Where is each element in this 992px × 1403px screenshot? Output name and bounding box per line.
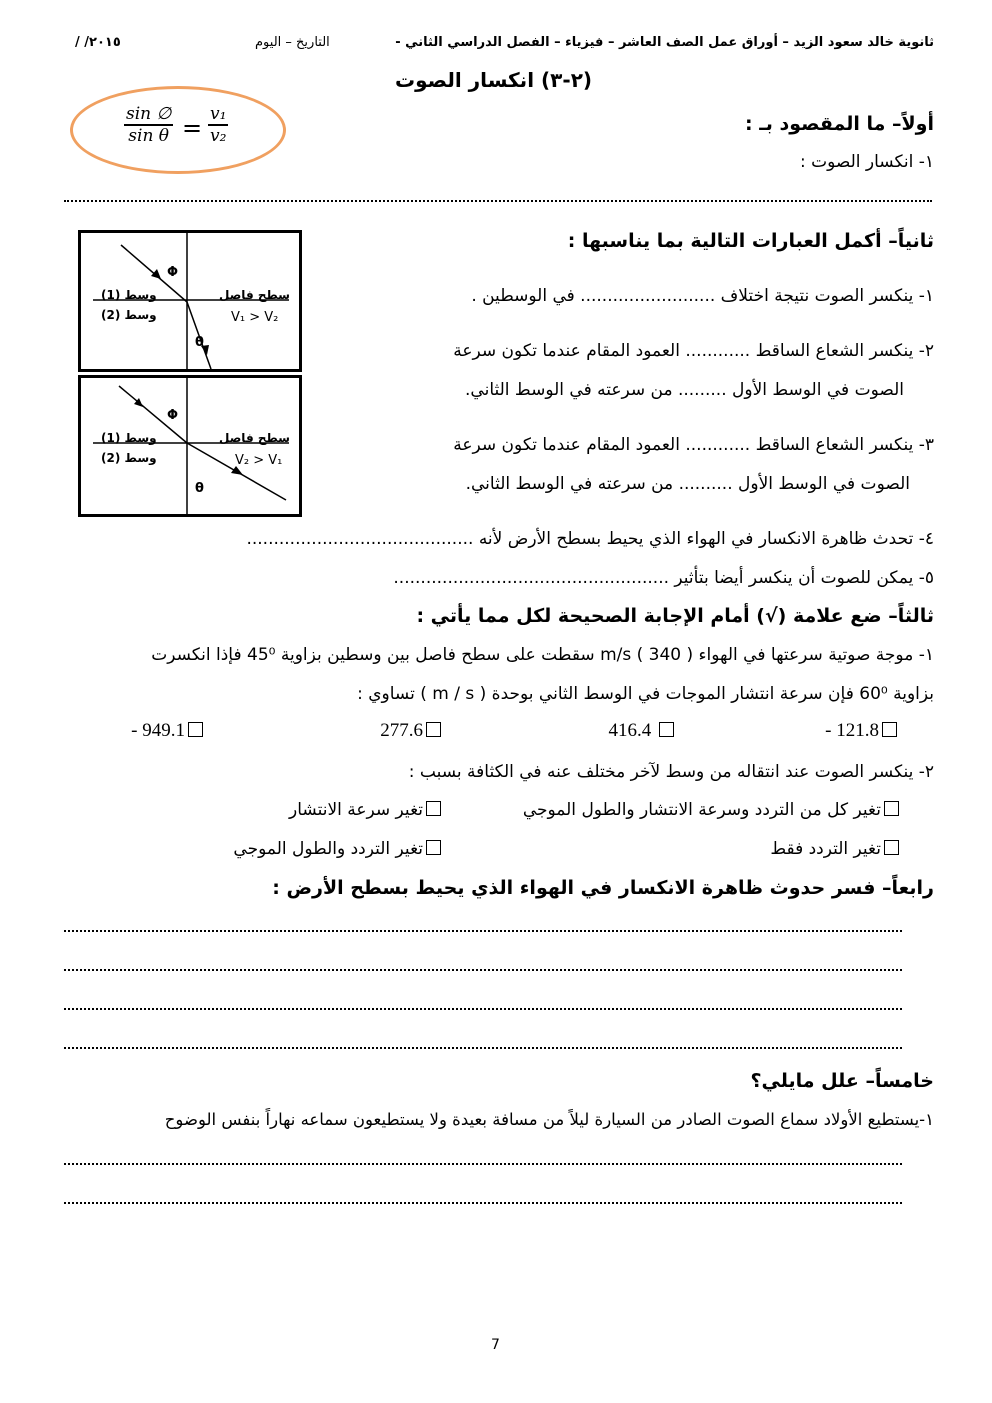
- q1-option-2[interactable]: 416.4: [609, 720, 678, 742]
- section1-item1: ١- انكسار الصوت :: [799, 152, 934, 172]
- q2-line: ٢- ينكسر الصوت عند انتقاله من وسط لآخر مختلف عنه في الكثافة بسبب :: [408, 762, 934, 782]
- answer-line: [64, 1163, 902, 1165]
- q1-option-1[interactable]: 121.8 -: [825, 720, 900, 742]
- q2-option-2[interactable]: تغير سرعة الانتشار: [289, 800, 444, 820]
- phi-label: Φ: [167, 408, 179, 423]
- fill-item-3a: ٣- ينكسر الشعاع الساقط ............ العمود المقام عندما تكون سرعة: [453, 435, 934, 455]
- checkbox[interactable]: [426, 840, 441, 855]
- velocity-relation: V₂ > V₁: [235, 453, 283, 468]
- checkbox[interactable]: [659, 722, 674, 737]
- section3-heading: ثالثاً– ضع علامة (√) أمام الإجابة الصحيحة لكل مما يأتي :: [416, 605, 934, 627]
- velocity-relation: V₁ > V₂: [231, 310, 279, 325]
- fill-item-5: ٥- يمكن للصوت أن ينكسر أيضا بتأثير ...................................................: [393, 568, 934, 588]
- answer-line: [64, 1008, 902, 1010]
- section5-heading: خامساً– علل مايلي؟: [750, 1070, 934, 1092]
- q1-line1: ١- موجة صوتية سرعتها في الهواء m/s ( 340 ) سقطت على سطح فاصل بين وسطين بزاوية 45⁰ فإذا انكسرت: [151, 645, 934, 665]
- fill-item-1: ١- ينكسر الصوت نتيجة اختلاف ......................... في الوسطين .: [471, 286, 934, 306]
- fill-item-4: ٤- تحدث ظاهرة الانكسار في الهواء الذي يحيط بسطح الأرض لأنه ..........................................: [246, 529, 934, 549]
- q1-line2: بزاوية 60⁰ فإن سرعة انتشار الموجات في الوسط الثاني بوحدة ( m / s ) تساوي :: [357, 684, 934, 704]
- formula-oval: [70, 86, 286, 174]
- section4-heading: رابعاً– فسر حدوث ظاهرة الانكسار في الهواء الذي يحيط بسطح الأرض :: [272, 877, 934, 899]
- q2-option-4[interactable]: تغير التردد والطول الموجي: [233, 839, 444, 859]
- medium2-label: وسط (2): [101, 451, 157, 465]
- page-title: (٢-٣) انكسار الصوت: [395, 68, 593, 92]
- fill-item-2b: الصوت في الوسط الأول ......... من سرعته في الوسط الثاني.: [465, 380, 904, 400]
- checkbox[interactable]: [884, 840, 899, 855]
- theta-label: θ: [195, 481, 204, 496]
- medium1-label: وسط (1): [101, 288, 157, 302]
- fill-item-2a: ٢- ينكسر الشعاع الساقط ............ العمود المقام عندما تكون سرعة: [453, 341, 934, 361]
- checkbox[interactable]: [188, 722, 203, 737]
- answer-line: [64, 1202, 902, 1204]
- refraction-diagram-1: [78, 230, 302, 372]
- surface-label: سطح فاصل: [219, 288, 290, 302]
- phi-label: Φ: [167, 265, 179, 280]
- medium2-label: وسط (2): [101, 308, 157, 322]
- answer-line: [64, 1047, 902, 1049]
- date-value: / /٢٠١٥: [75, 35, 121, 50]
- medium1-label: وسط (1): [101, 431, 157, 445]
- refraction-diagram-2: [78, 375, 302, 517]
- answer-line: [64, 200, 932, 202]
- checkbox[interactable]: [884, 801, 899, 816]
- checkbox[interactable]: [882, 722, 897, 737]
- formula-left-fraction: $\frac{\sin \emptyset}{\text{sin θ}}$: [126, 104, 172, 146]
- date-label: التاريخ – اليوم: [255, 35, 330, 50]
- q2-option-3[interactable]: تغير التردد فقط: [770, 839, 902, 859]
- checkbox[interactable]: [426, 801, 441, 816]
- fill-item-3b: الصوت في الوسط الأول .......... من سرعته في الوسط الثاني.: [465, 474, 910, 494]
- school-header: ثانوية خالد سعود الزيد – أوراق عمل الصف العاشر – فيزياء – الفصل الدراسي الثاني -: [395, 35, 934, 50]
- q1-option-3[interactable]: 277.6: [380, 720, 444, 742]
- theta-label: θ: [195, 335, 204, 350]
- answer-line: [64, 969, 902, 971]
- q1-option-4[interactable]: 949.1 -: [131, 720, 206, 742]
- section1-heading: أولاً– ما المقصود بـ :: [745, 113, 934, 135]
- surface-label: سطح فاصل: [219, 431, 290, 445]
- section2-heading: ثانياً– أكمل العبارات التالية بما يناسبها :: [567, 230, 934, 252]
- formula-equals: =: [182, 114, 203, 142]
- refraction-rays-2: [81, 378, 299, 514]
- checkbox[interactable]: [426, 722, 441, 737]
- page-number: 7: [491, 1337, 500, 1353]
- answer-line: [64, 930, 902, 932]
- q2-option-1[interactable]: تغير كل من التردد وسرعة الانتشار والطول الموجي: [523, 800, 902, 820]
- section5-item1: ١-يستطيع الأولاد سماع الصوت الصادر من السيارة ليلاً من مسافة بعيدة ولا يستطيعون سماعه نهاراً بنفس الوضوح: [164, 1110, 934, 1129]
- formula-right-fraction: $\frac{\text{v₁}}{\text{v₂}}$: [210, 104, 227, 146]
